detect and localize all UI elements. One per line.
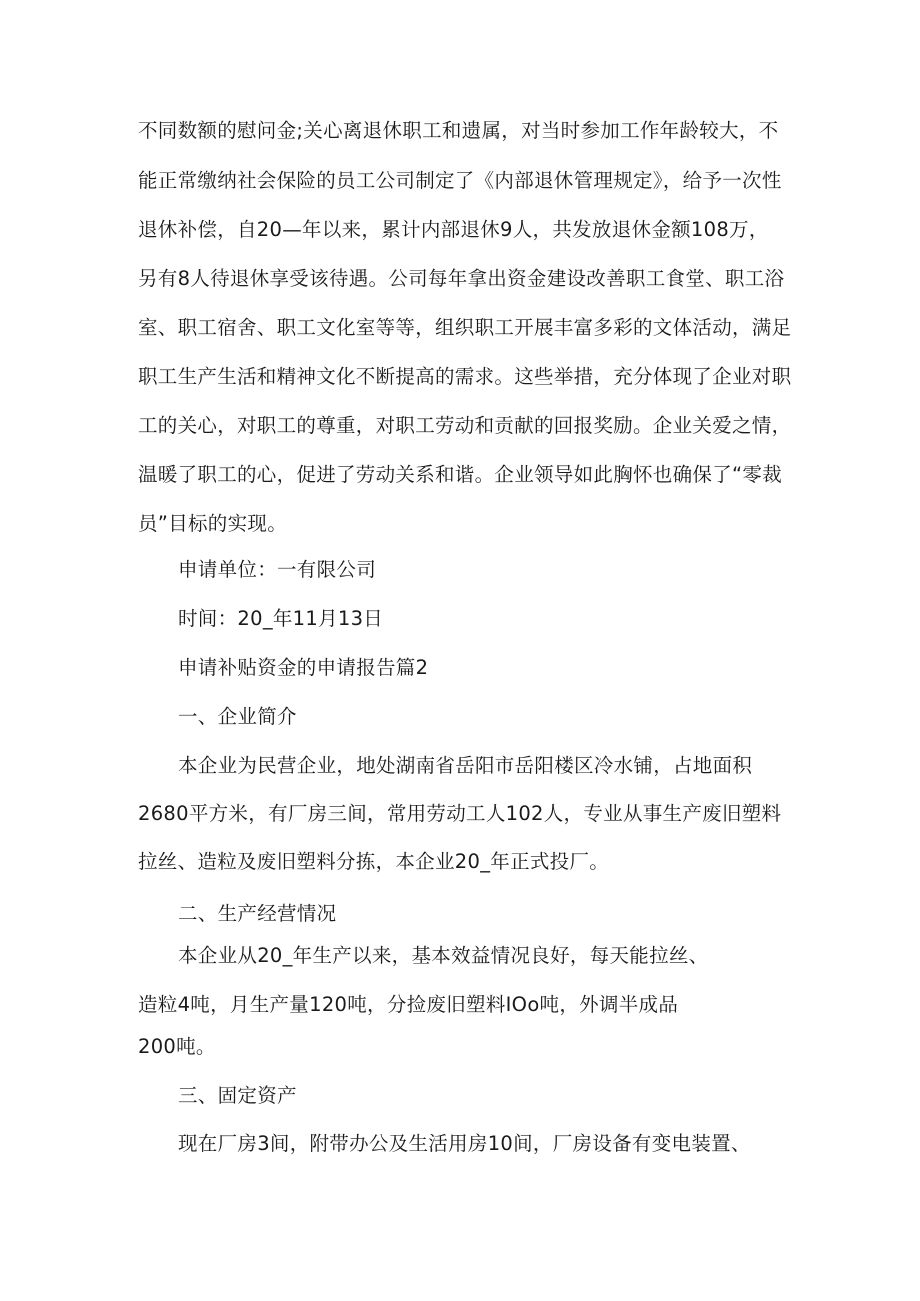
text-line: 能正常缴纳社会保险的员工公司制定了《内部退休管理规定》，给予一次性 [138,169,782,192]
text-line: 不同数额的慰问金;关心离退休职工和遗属，对当时参加工作年龄较大，不 [138,119,779,142]
text-line: 退休补偿，自20—年以来，累计内部退休9人，共发放退休金额108万， [138,218,769,241]
text-line: 现在厂房3间，附带办公及生活用房10间，厂房设备有变电装置、 [178,1132,751,1155]
text-line: 200吨。 [138,1035,216,1058]
text-line: 拉丝、造粒及废旧塑料分拣，本企业20_年正式投厂。 [138,850,610,873]
text-line: 室、职工宿舍、职工文化室等等，组织职工开展丰富多彩的文体活动，满足 [138,316,792,339]
text-line: 职工生产生活和精神文化不断提高的需求。这些举措，充分体现了企业对职 [138,365,792,388]
article-title: 申请补贴资金的申请报告篇2 [178,656,429,679]
text-line: 造粒4吨，月生产量120吨，分捡废旧塑料IOo吨，外调半成品 [138,993,679,1016]
section-heading-company-profile: 一、企业简介 [178,705,297,728]
text-line: 工的关心，对职工的尊重，对职工劳动和贡献的回报奖励。企业关爱之情， [138,414,792,437]
text-line: 员”目标的实现。 [138,512,288,535]
text-line: 另有8人待退休享受该待遇。公司每年拿出资金建设改善职工食堂、职工浴 [138,267,785,290]
applicant-line: 申请单位：一有限公司 [178,558,377,581]
text-line: 本企业为民营企业，地处湖南省岳阳市岳阳楼区冷水铺，占地面积 [178,754,753,777]
text-line: 2680平方米，有厂房三间，常用劳动工人102人，专业从事生产废旧塑料 [138,802,782,825]
text-line: 温暖了职工的心，促进了劳动关系和谐。企业领导如此胸怀也确保了“零裁 [138,463,783,486]
text-line: 本企业从20_年生产以来，基本效益情况良好，每天能拉丝、 [178,944,709,967]
section-heading-fixed-assets: 三、固定资产 [178,1084,297,1107]
date-line: 时间：20_年11月13日 [178,607,384,630]
section-heading-operations: 二、生产经营情况 [178,902,337,925]
